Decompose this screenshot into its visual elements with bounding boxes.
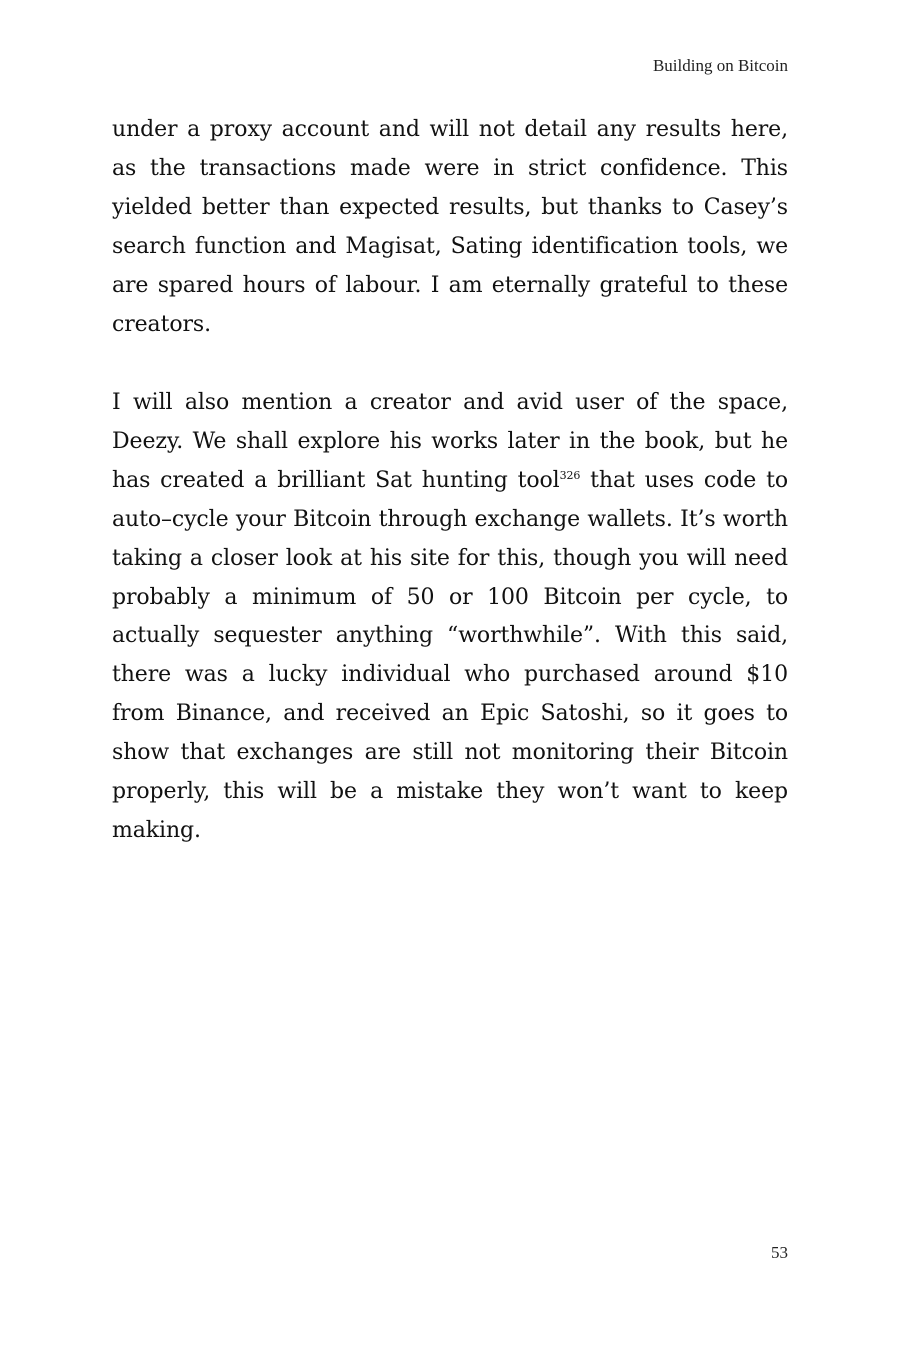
paragraph-2 xyxy=(112,384,788,851)
running-header: Building on Bitcoin xyxy=(652,56,788,75)
paragraph-2-text-a: I will also mention a creator and avid user of the space, Deezy. We shall explore his works later in the book, but he has created a brilliant Sat hunting tool xyxy=(112,390,788,493)
page-number: 53 xyxy=(771,1243,788,1262)
paragraph-1: under a proxy account and will not detail any results here, as the transactions made were in strict confidence. This yielded better than expected results, but thanks to Casey’s search function and Magisat, Sating identification tools, we are spared hours of labour. I am eternally grateful to these creators. xyxy=(112,117,788,337)
footnote-reference[interactable]: 326 xyxy=(559,468,581,482)
paragraph-2-text-b: that uses code to auto–cycle your Bitcoin through exchange wallets. It’s worth taking a closer look at his site for this, though you will need probably a minimum of 50 or 100 Bitcoin per cycle, to actually sequester anything “worthwhile”. With this said, there was a lucky individual who purchased around $10 from Binance, and received an Epic Satoshi, so it goes to show that exchanges are still not monitoring their Bitcoin properly, this will be a mistake they won’t want to keep making. xyxy=(112,467,788,843)
